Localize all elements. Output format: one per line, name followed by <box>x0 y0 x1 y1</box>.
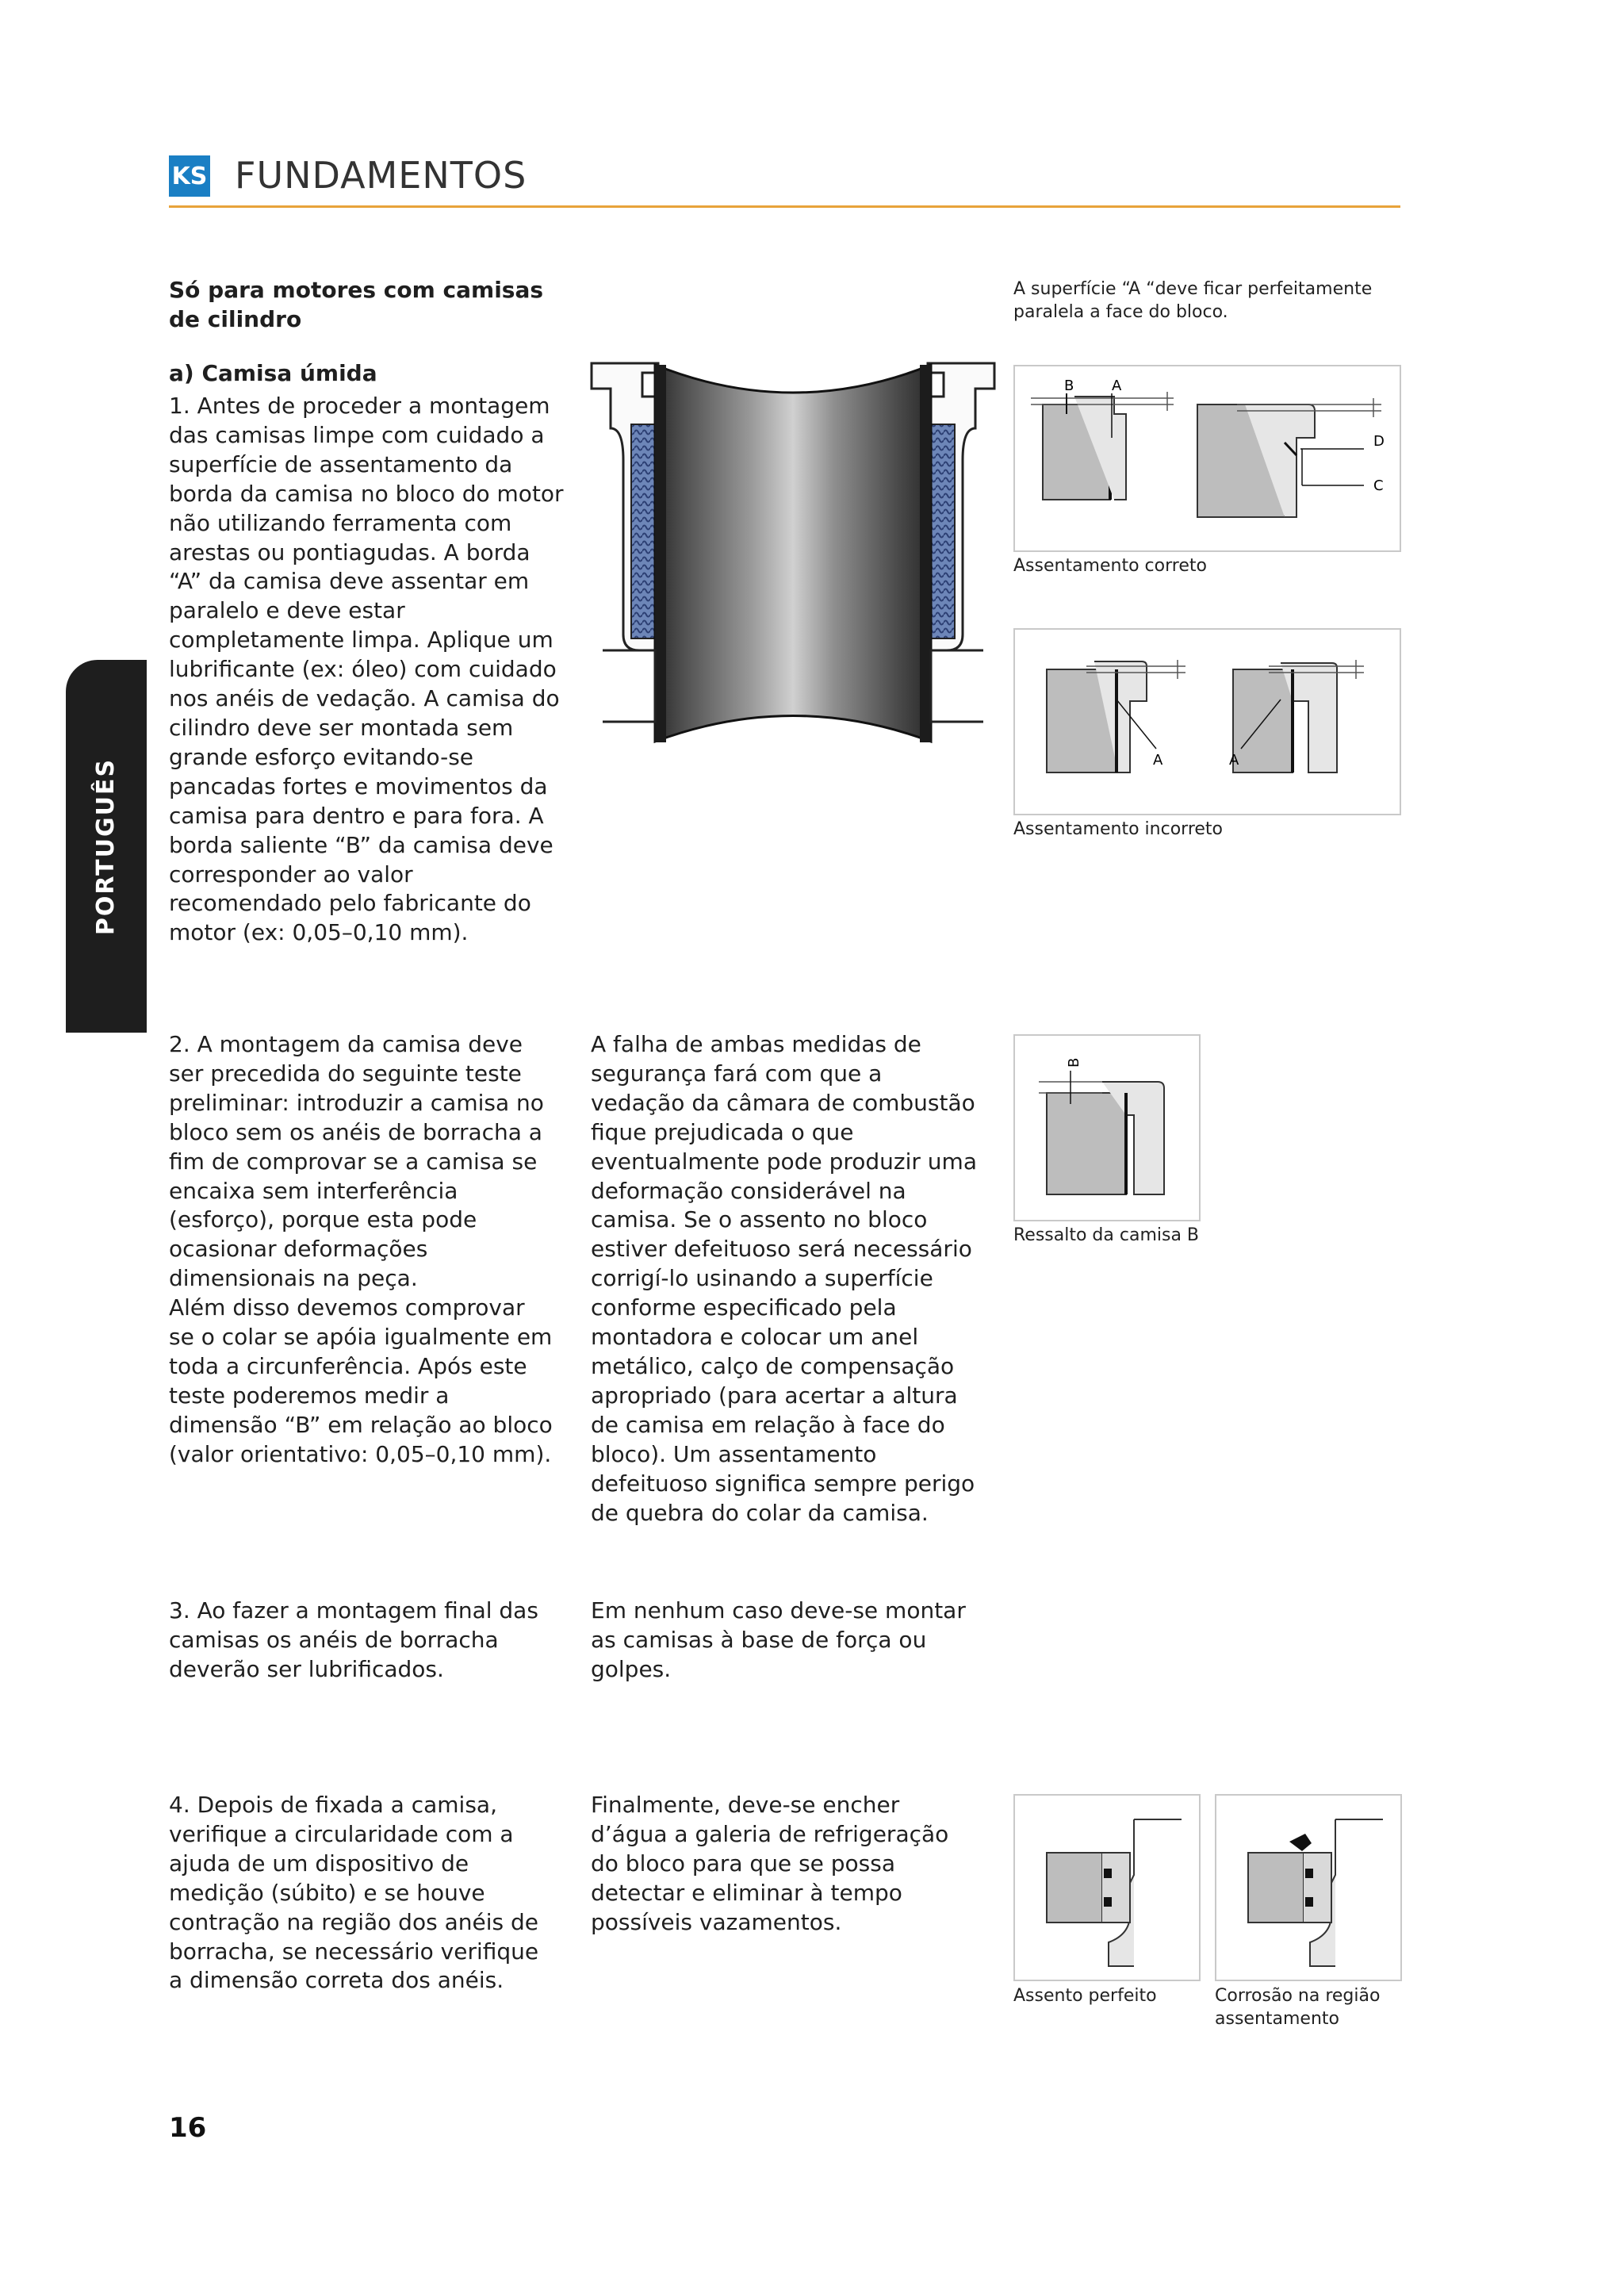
section1-paragraph: 1. Antes de proceder a montagem das camisas limpe com cuidado a superfície de assentamento da borda da camisa no bloco do motor não utilizando ferramenta com arestas ou pontiagudas. A borda “A” da camisa deve assentar em paralelo e deve estar completamente limpa. Aplique um lubrificante (ex: óleo) com cuidado nos anéis de vedação. A camisa do cilindro deve ser montada sem grande esforço evitando-se pancadas fortes e movimentos da camisa para dentro e para fora. A borda saliente “B” da camisa deve corresponder ao valor recomendado pelo fabricante do motor (ex: 0,05–0,10 mm). <box>169 393 564 946</box>
section-heading: Só para motores com camisas de cilindro <box>169 277 544 332</box>
section2-left-paragraph-2: Além disso devemos comprovar se o colar se apóia igualmente em toda a circunferência. Após este teste poderemos medir a dimensão “B” em relação ao bloco (valor orientativo: 0,05–0,10 mm). <box>169 1294 553 1467</box>
protrusion-label-b: B <box>1066 1057 1082 1068</box>
corrosion-diagram <box>1216 1796 1400 1980</box>
section4-left-paragraph: 4. Depois de fixada a camisa, verifique a circularidade com a ajuda de um dispositivo de medição (súbito) e se houve contração na região dos anéis de borracha, se necessário verifique a dimensão correta dos anéis. <box>169 1792 539 1994</box>
perfect-seat-caption: Assento perfeito <box>1013 1986 1157 2006</box>
perfect-seat-diagram <box>1015 1796 1199 1980</box>
incorrect-label-a1: A <box>1153 752 1163 769</box>
correct-seating-caption: Assentamento correto <box>1013 556 1207 576</box>
corrosion-figure <box>1215 1794 1402 1981</box>
incorrect-seating-caption: Assentamento incorreto <box>1013 819 1223 839</box>
label-b: B <box>1064 378 1074 394</box>
incorrect-seating-figure <box>1013 628 1401 815</box>
label-c: C <box>1373 477 1384 494</box>
liner-protrusion-diagram <box>1015 1036 1199 1220</box>
figure-intro-caption: A superfície “A “deve ficar perfeitamente paralela a face do bloco. <box>1013 279 1373 322</box>
incorrect-label-a2: A <box>1229 752 1239 769</box>
perfect-seat-figure <box>1013 1794 1201 1981</box>
label-a: A <box>1112 378 1122 394</box>
incorrect-seating-diagram <box>1015 630 1400 814</box>
cylinder-liner-illustration <box>587 349 999 761</box>
liner-protrusion-caption: Ressalto da camisa B <box>1013 1225 1200 1245</box>
section3-right-paragraph: Em nenhum caso deve-se montar as camisas à base de força ou golpes. <box>591 1597 966 1682</box>
page-title: FUNDAMENTOS <box>235 154 527 197</box>
section-subheading: a) Camisa úmida <box>169 360 377 386</box>
ks-logo: KS <box>169 155 210 197</box>
section2-right-paragraph: A falha de ambas medidas de segurança fará com que a vedação da câmara de combustão fique prejudicada o que eventualmente pode produzir uma deformação considerável na camisa. Se o assento no bloco estiver defeituoso será necessário corrigí-lo usinando a superfície conforme especificado pela montadora e colocar um anel metálico, calço de compensação apropriado (para acertar a altura de camisa em relação à face do bloco). Um assentamento defeituoso significa sempre perigo de quebra do colar da camisa. <box>591 1031 977 1526</box>
header-divider <box>169 205 1400 208</box>
page-number: 16 <box>169 2112 207 2144</box>
correct-seating-diagram <box>1015 366 1400 550</box>
correct-seating-figure <box>1013 365 1401 552</box>
section2-left-paragraph: 2. A montagem da camisa deve ser precedida do seguinte teste preliminar: introduzir a camisa no bloco sem os anéis de borracha a fim de comprovar se a camisa se encaixa sem interferência (esforço), porque esta pode ocasionar deformações dimensionais na peça. <box>169 1031 544 1292</box>
liner-protrusion-figure <box>1013 1034 1201 1221</box>
corrosion-caption: Corrosão na região assentamento <box>1215 1986 1381 2029</box>
section2-left-column <box>169 1030 553 1470</box>
section4-right-paragraph: Finalmente, deve-se encher d’água a galeria de refrigeração do bloco para que se possa detectar e eliminar à tempo possíveis vazamentos. <box>591 1792 949 1935</box>
label-d: D <box>1373 433 1385 450</box>
language-tab-label-wrap <box>66 660 147 1033</box>
language-tab-label: PORTUGUÊS <box>92 757 121 935</box>
section3-left-paragraph: 3. Ao fazer a montagem final das camisas os anéis de borracha deverão ser lubrificados. <box>169 1597 538 1682</box>
